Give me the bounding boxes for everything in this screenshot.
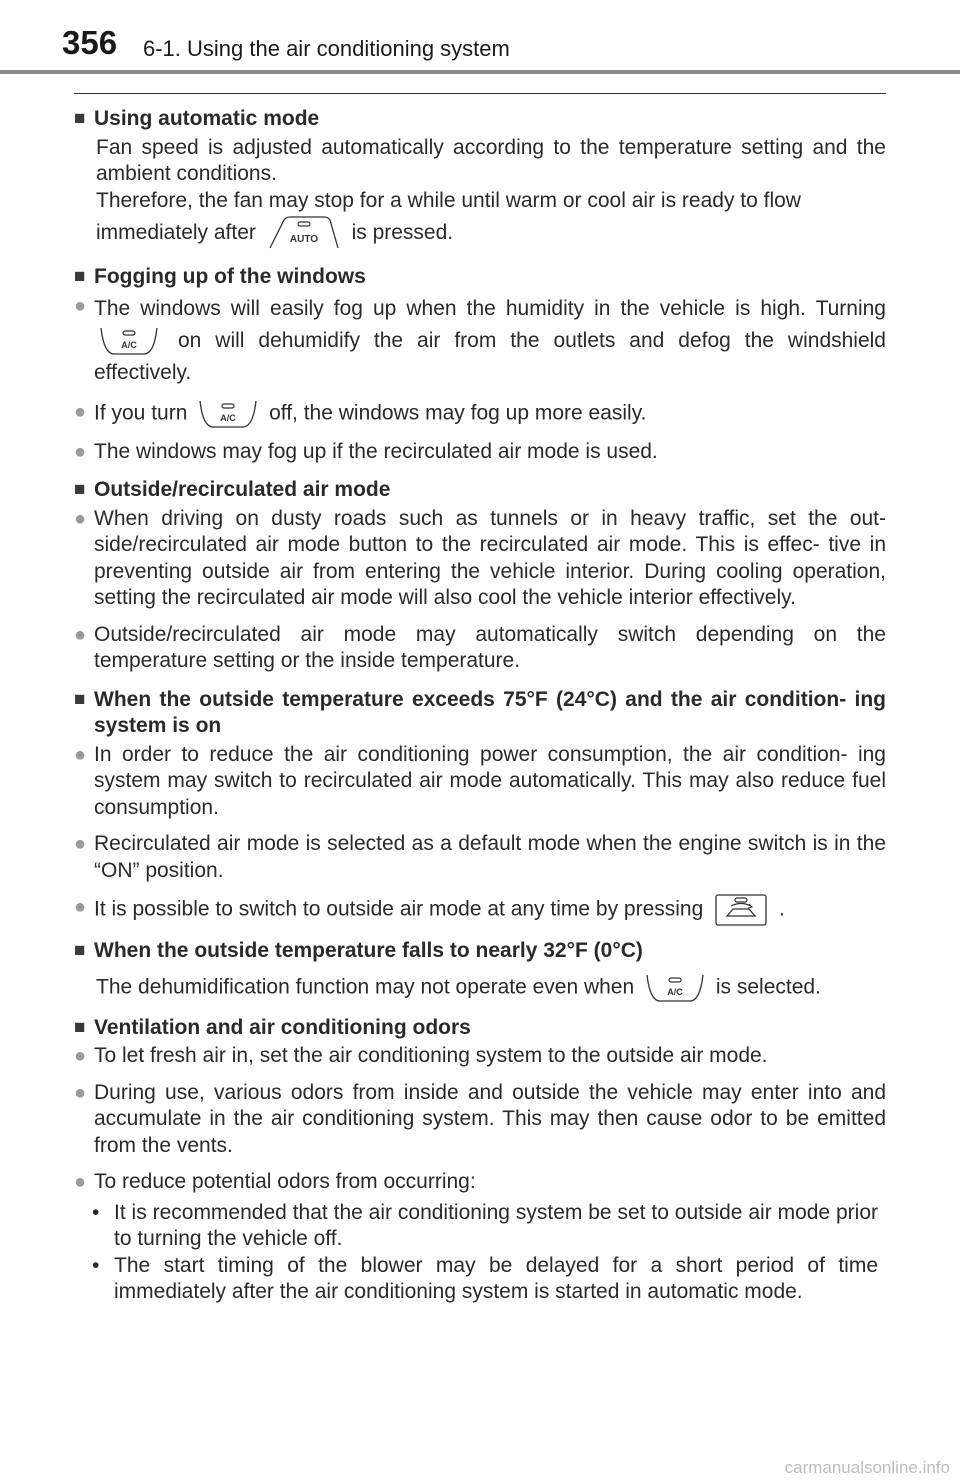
content-divider — [74, 93, 886, 94]
recirculation-button-icon — [715, 894, 767, 926]
circle-bullet-icon: ● — [74, 1171, 87, 1193]
list-item: ● When driving on dusty roads such as tunnels or in heavy traffic, set the out- side/recirculated air mode button to the recirculated air mode. This is effec- tive in preventing outside air from entering the vehicle interior. During cooling operation, setting the recirculated air mode will also cool the vehicle interior effectively. — [74, 506, 886, 612]
square-bullet-icon: ■ — [74, 108, 86, 129]
paragraph-text: is pressed. — [351, 221, 454, 244]
circle-bullet-icon: ● — [74, 1045, 87, 1067]
list-item: ● The windows will easily fog up when the humidity in the vehicle is high. Turning A/C on will dehumidify the air from the outlets and defog the windshield effectively. — [74, 293, 886, 389]
sub-list-item: • The start timing of the blower may be delayed for a short period of time immediately after the air conditioning system is started in automatic mode. — [92, 1253, 878, 1303]
square-bullet-icon: ■ — [74, 266, 86, 287]
list-item: ● In order to reduce the air conditioning power consumption, the air condition- ing system may switch to recirculated air mode automatically. This may also reduce fuel consumption. — [74, 742, 886, 822]
page-header — [0, 0, 960, 78]
circle-bullet-icon: ● — [74, 294, 87, 317]
section-heading: Using automatic mode — [94, 107, 320, 130]
ac-button-icon — [646, 973, 704, 1003]
ac-label: A/C — [667, 986, 683, 997]
auto-label: AUTO — [289, 234, 318, 246]
list-item: ● If you turn A/C off, the windows may fog up more easily. — [74, 399, 886, 429]
auto-button-icon — [268, 216, 340, 250]
list-item: ● To reduce potential odors from occurring: — [74, 1169, 886, 1196]
section-automatic-mode — [74, 106, 886, 252]
page-content — [74, 106, 886, 1318]
circle-bullet-icon: ● — [74, 400, 87, 423]
section-outside-recirculated — [74, 477, 886, 675]
circle-bullet-icon: ● — [74, 440, 87, 463]
square-bullet-icon: ■ — [74, 688, 86, 710]
ac-button-icon — [100, 326, 158, 356]
paragraph-text: immediately after — [96, 221, 256, 244]
circle-bullet-icon: ● — [74, 507, 87, 530]
section-heading: When the outside temperature exceeds 75°F (24°C) and the air condition- ing system is on — [94, 687, 886, 737]
ac-button-icon — [199, 399, 257, 429]
section-outside-temp-exceeds — [74, 687, 886, 927]
circle-bullet-icon: ● — [74, 623, 87, 646]
circle-bullet-icon: ● — [74, 896, 87, 918]
section-heading: Outside/recirculated air mode — [94, 478, 391, 501]
section-fogging — [74, 264, 886, 465]
section-heading: Fogging up of the windows — [94, 265, 366, 288]
section-title: 6-1. Using the air conditioning system — [143, 36, 510, 61]
circle-bullet-icon: ● — [74, 1081, 87, 1104]
square-bullet-icon: ■ — [74, 1016, 86, 1038]
list-item: ● To let fresh air in, set the air conditioning system to the outside air mode. — [74, 1043, 886, 1070]
list-item: ● It is possible to switch to outside air mode at any time by pressing . — [74, 894, 886, 926]
sub-list-item: • It is recommended that the air conditioning system be set to outside air mode prior to turning the vehicle off. — [92, 1200, 878, 1250]
page-number: 356 — [62, 24, 118, 61]
ac-label: A/C — [220, 412, 236, 423]
section-odors — [74, 1015, 886, 1306]
header-rule — [0, 70, 960, 74]
list-item: ● The windows may fog up if the recirculated air mode is used. — [74, 439, 886, 466]
section-heading: When the outside temperature falls to nearly 32°F (0°C) — [94, 939, 643, 962]
paragraph: Therefore, the fan may stop for a while until warm or cool air is ready to flow — [96, 188, 801, 212]
list-item: ● Outside/recirculated air mode may automatically switch depending on the temperature setting or the inside temperature. — [74, 622, 886, 675]
paragraph: Fan speed is adjusted automatically according to the temperature setting and the ambient conditions. — [96, 135, 886, 185]
circle-bullet-icon: ● — [74, 743, 87, 766]
list-item: ● Recirculated air mode is selected as a default mode when the engine switch is in the “ON” position. — [74, 831, 886, 884]
ac-label: A/C — [121, 339, 137, 350]
square-bullet-icon: ■ — [74, 940, 86, 961]
square-bullet-icon: ■ — [74, 479, 86, 500]
section-heading: Ventilation and air conditioning odors — [94, 1015, 471, 1039]
watermark: carmanualsonline.info — [784, 1458, 950, 1477]
section-outside-temp-falls: ■ When the outside temperature falls to nearly 32°F (0°C) The dehumidification function may not operate even when A/C is selected. — [74, 938, 886, 1003]
circle-bullet-icon: ● — [74, 833, 87, 855]
list-item: ● During use, various odors from inside and outside the vehicle may enter into and accumulate in the air conditioning system. This may then cause odor to be emitted from the vents. — [74, 1080, 886, 1160]
